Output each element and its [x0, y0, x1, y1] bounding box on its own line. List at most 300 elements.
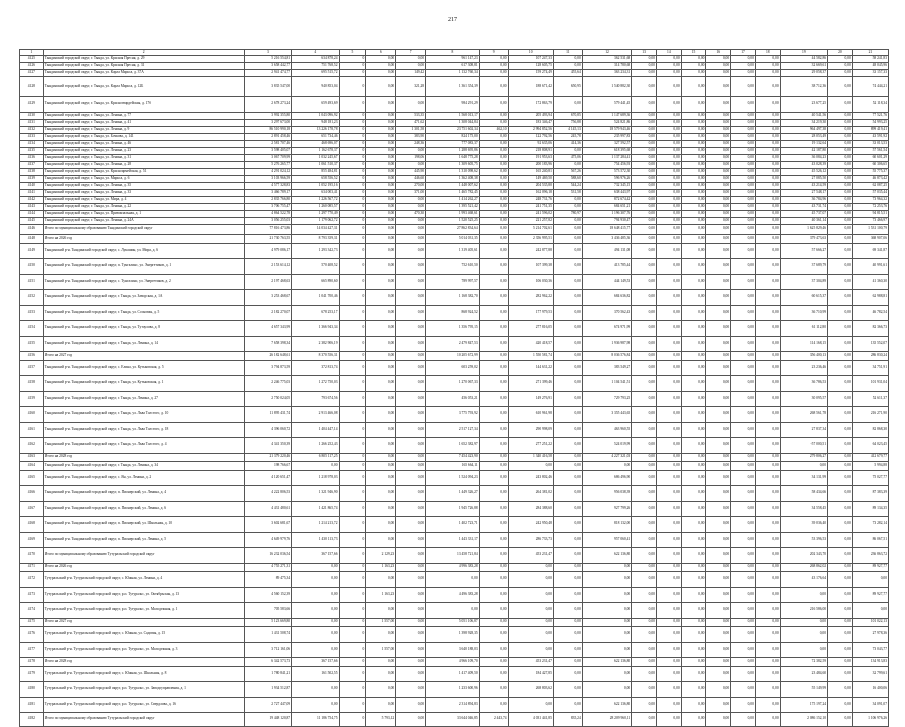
table-row: [20, 126, 889, 133]
value-cell: 0,00: [828, 713, 853, 727]
value-cell: 0,00: [755, 119, 780, 126]
value-cell: 205 493,94: [508, 112, 553, 119]
value-cell: 5 276 265,77: [244, 161, 291, 168]
value-cell: 0,00: [479, 217, 508, 224]
value-cell: 0,00: [828, 352, 853, 361]
value-cell: 1 936 987,98: [582, 336, 631, 352]
value-cell: 0: [339, 196, 366, 203]
value-cell: 0,00: [731, 501, 756, 517]
value-cell: 684 651,21: [582, 203, 631, 210]
value-cell: 670,85: [553, 112, 582, 119]
header-cell: 10: [508, 50, 553, 56]
value-cell: 0,00: [656, 203, 681, 210]
value-cell: 0,00: [706, 666, 731, 682]
value-cell: 824 175,00: [426, 133, 480, 140]
value-cell: 23 751 602,34: [426, 126, 480, 133]
value-cell: 0,00: [681, 642, 706, 658]
value-cell: 0,00: [553, 305, 582, 321]
value-cell: 0,00: [706, 235, 731, 244]
value-cell: 243 802,46: [508, 470, 553, 486]
address-cell: Тындинский городской округ, г. Тында, ул. Ленина, д. 31: [43, 154, 244, 161]
table-row: [20, 642, 889, 658]
value-cell: 470,30: [396, 210, 426, 217]
value-cell: 57 035,44: [852, 189, 888, 196]
value-cell: 961 147,23: [426, 56, 480, 63]
value-cell: 0,00: [632, 501, 657, 517]
value-cell: 0,00: [656, 147, 681, 154]
value-cell: 695 515,72: [292, 70, 339, 77]
header-cell: 6: [366, 50, 396, 56]
value-cell: 11 895 431,74: [244, 407, 291, 423]
value-cell: 0,00: [681, 210, 706, 217]
value-cell: 1 301,58: [396, 126, 426, 133]
row-number: 4162: [20, 438, 44, 454]
value-cell: 52 118,34: [852, 97, 888, 113]
value-cell: 531,58: [553, 189, 582, 196]
value-cell: 0,00: [366, 147, 396, 154]
value-cell: 0,00: [755, 376, 780, 392]
value-cell: 0,00: [656, 603, 681, 619]
value-cell: 2 086 152,10: [780, 713, 827, 727]
value-cell: 0,00: [553, 243, 582, 259]
address-cell: Итого на 2027 год: [43, 618, 244, 627]
value-cell: 0,00: [396, 336, 426, 352]
value-cell: 37 689,79: [780, 259, 827, 275]
value-cell: 0,00: [479, 321, 508, 337]
table-row: [20, 532, 889, 548]
value-cell: 0: [339, 658, 366, 667]
value-cell: 0: [339, 587, 366, 603]
value-cell: 0,00: [479, 422, 508, 438]
table-row: [20, 470, 889, 486]
value-cell: 0,00: [479, 697, 508, 713]
value-cell: 0,00: [632, 532, 657, 548]
table-row: [20, 203, 889, 210]
value-cell: 0,00: [553, 274, 582, 290]
value-cell: 0,00: [706, 168, 731, 175]
value-cell: 0,00: [366, 119, 396, 126]
value-cell: 0,00: [553, 642, 582, 658]
value-cell: 0,00: [731, 77, 756, 97]
value-cell: 0,00: [755, 352, 780, 361]
value-cell: 0,00: [755, 133, 780, 140]
value-cell: 0,00: [366, 682, 396, 698]
address-cell: Тындинский городской округ, г. Тында, ул. Красная Пресня, д. 29: [43, 56, 244, 63]
header-cell: 3: [244, 50, 291, 56]
table-row: [20, 548, 889, 564]
value-cell: 0,00: [553, 203, 582, 210]
value-cell: 0,00: [681, 63, 706, 70]
value-cell: 0,00: [681, 391, 706, 407]
value-cell: 0,00: [681, 97, 706, 113]
value-cell: 0,00: [396, 376, 426, 392]
value-cell: 0,00: [553, 196, 582, 203]
value-cell: 0,00: [479, 603, 508, 619]
table-row: [20, 682, 889, 698]
address-cell: Тындинский р-н. Тындинский городской округ, г. Тында, ул. Ленина, д. 34: [43, 462, 244, 471]
value-cell: 0,00: [828, 532, 853, 548]
value-cell: 0,00: [731, 618, 756, 627]
value-cell: 0,00: [366, 203, 396, 210]
value-cell: 0,00: [396, 572, 426, 588]
value-cell: 379 473,63: [780, 235, 827, 244]
row-number: 4172: [20, 572, 44, 588]
value-cell: 0,00: [731, 161, 756, 168]
row-number: 4139: [20, 175, 44, 182]
value-cell: 0,00: [656, 658, 681, 667]
value-cell: 0,00: [366, 154, 396, 161]
value-cell: 52 611,37: [852, 391, 888, 407]
value-cell: 0,00: [828, 63, 853, 70]
value-cell: 0,00: [553, 548, 582, 564]
value-cell: 0: [339, 407, 366, 423]
value-cell: 0,00: [828, 486, 853, 502]
value-cell: 0,00: [731, 548, 756, 564]
value-cell: 0,00: [852, 603, 888, 619]
value-cell: 0: [339, 572, 366, 588]
value-cell: 0,00: [852, 572, 888, 588]
value-cell: 0,00: [755, 112, 780, 119]
table-row: [20, 97, 889, 113]
value-cell: 2 941 474,77: [244, 70, 291, 77]
value-cell: 0,00: [731, 587, 756, 603]
value-cell: 383,90: [396, 133, 426, 140]
value-cell: 0,00: [656, 259, 681, 275]
value-cell: 0,00: [755, 126, 780, 133]
value-cell: 0,00: [755, 666, 780, 682]
address-cell: Тутуральский р-н. Тутуральский городской округ, р.п. Тутуральс, ул. Заводоуправления, д. 1: [43, 682, 244, 698]
value-cell: 0,00: [706, 182, 731, 189]
address-cell: Тындинский р-н. Тындинский городской округ, с. Лукашин, ул. Мира, д. 6: [43, 243, 244, 259]
value-cell: 0,00: [366, 486, 396, 502]
value-cell: 0,00: [656, 572, 681, 588]
value-cell: 371,00: [396, 189, 426, 196]
value-cell: 0,00: [479, 470, 508, 486]
value-cell: 0,00: [706, 697, 731, 713]
value-cell: 0,00: [706, 56, 731, 63]
value-cell: 0,00: [656, 196, 681, 203]
value-cell: 1 404 447,14: [292, 422, 339, 438]
value-cell: 0,00: [755, 140, 780, 147]
value-cell: 453 231,47: [508, 658, 553, 667]
value-cell: 1 308 044,84: [426, 119, 480, 126]
value-cell: 6 342 573,73: [244, 658, 291, 667]
value-cell: 277 816,05: [508, 321, 553, 337]
row-number: 4175: [20, 618, 44, 627]
value-cell: 0,00: [780, 627, 827, 643]
value-cell: 57 561,54: [852, 147, 888, 154]
value-cell: 1 163,23: [366, 587, 396, 603]
value-cell: 0,00: [479, 486, 508, 502]
value-cell: 0,00: [582, 682, 631, 698]
value-cell: 0,00: [366, 274, 396, 290]
value-cell: 956 038,39: [582, 486, 631, 502]
value-cell: 0,00: [755, 70, 780, 77]
value-cell: 1 430 113,73: [292, 532, 339, 548]
value-cell: 0,00: [755, 259, 780, 275]
value-cell: 0,00: [632, 203, 657, 210]
address-cell: Тындинский р-н. Тындинский городской округ, г. Тында, ул. Заводская, д. 1А: [43, 290, 244, 306]
value-cell: 94 815,51: [852, 210, 888, 217]
value-cell: 2 994 852,56: [508, 126, 553, 133]
value-cell: 0,00: [553, 97, 582, 113]
value-cell: 3 056 255,03: [244, 217, 291, 224]
header-cell: 1: [20, 50, 44, 56]
value-cell: 82 868,30: [852, 422, 888, 438]
value-cell: 940 853,04: [292, 77, 339, 97]
value-cell: 0,00: [828, 175, 853, 182]
value-cell: 0,00: [396, 161, 426, 168]
value-cell: 0,00: [396, 407, 426, 423]
value-cell: 0,00: [396, 243, 426, 259]
value-cell: 0,00: [366, 603, 396, 619]
table-row: [20, 697, 889, 713]
value-cell: 0,00: [681, 422, 706, 438]
value-cell: 0,00: [755, 217, 780, 224]
value-cell: 0,00: [366, 210, 396, 217]
value-cell: 0,00: [780, 462, 827, 471]
address-cell: Тындинский р-н. Тындинский городской округ, г. Тында, ул. Кутьковская, д. 1: [43, 376, 244, 392]
value-cell: 0,00: [706, 563, 731, 572]
row-number: 4131: [20, 119, 44, 126]
value-cell: 0,00: [479, 182, 508, 189]
value-cell: 0,00: [681, 682, 706, 698]
value-cell: 0,00: [508, 572, 553, 588]
value-cell: 0,00: [706, 210, 731, 217]
value-cell: 5 123 669,80: [244, 618, 291, 627]
value-cell: 1 137 284,41: [582, 154, 631, 161]
value-cell: 0,00: [706, 627, 731, 643]
value-cell: 0,00: [632, 154, 657, 161]
value-cell: 0,00: [706, 470, 731, 486]
value-cell: 0,00: [731, 627, 756, 643]
value-cell: 684 636,82: [582, 290, 631, 306]
value-cell: 544,24: [553, 182, 582, 189]
value-cell: 69 341,87: [852, 243, 888, 259]
row-number: 4157: [20, 360, 44, 376]
value-cell: 0,00: [656, 175, 681, 182]
value-cell: 0,00: [828, 217, 853, 224]
address-cell: Тутуральский р-н. Тутуральский городской округ, с. Южная, ул. Школьная, д. 8: [43, 666, 244, 682]
value-cell: 0,00: [656, 189, 681, 196]
value-cell: 0,00: [731, 336, 756, 352]
value-cell: 0,00: [366, 290, 396, 306]
value-cell: 0,00: [681, 563, 706, 572]
value-cell: 1 052 195,16: [292, 182, 339, 189]
value-cell: 0,00: [479, 189, 508, 196]
value-cell: 0,00: [632, 175, 657, 182]
value-cell: 0,00: [632, 407, 657, 423]
value-cell: 30 095,57: [780, 391, 827, 407]
table-row: [20, 243, 889, 259]
value-cell: 0,00: [828, 572, 853, 588]
value-cell: 0,00: [656, 274, 681, 290]
value-cell: 0,00: [706, 548, 731, 564]
value-cell: 0,00: [479, 63, 508, 70]
value-cell: 0,00: [553, 147, 582, 154]
table-row: [20, 154, 889, 161]
value-cell: 43 028,39: [780, 161, 827, 168]
value-cell: 87 383,39: [852, 486, 888, 502]
value-cell: 4 649 979,76: [244, 532, 291, 548]
value-cell: 0,00: [828, 376, 853, 392]
value-cell: 868 924,52: [426, 305, 480, 321]
value-cell: 3 297 673,00: [244, 119, 291, 126]
value-cell: 2 727 447,09: [244, 697, 291, 713]
value-cell: 0: [339, 603, 366, 619]
value-cell: 0,00: [731, 486, 756, 502]
value-cell: 0,00: [780, 642, 827, 658]
value-cell: 0,00: [479, 133, 508, 140]
value-cell: 235 997,83: [582, 133, 631, 140]
value-cell: 0,00: [632, 70, 657, 77]
value-cell: 3 103 966,59: [244, 175, 291, 182]
value-cell: 0,00: [508, 697, 553, 713]
value-cell: 0,00: [681, 112, 706, 119]
value-cell: 0,00: [366, 175, 396, 182]
value-cell: 0,00: [366, 572, 396, 588]
value-cell: 42 187,80: [780, 147, 827, 154]
value-cell: 28 209 960,11: [582, 713, 631, 727]
address-cell: Тутуральский р-н. Тутуральский городской округ, р.п. Тутуральс, ул. Свердлова, д. 16: [43, 697, 244, 713]
value-cell: 86 510 990,18: [244, 126, 291, 133]
address-cell: Тындинский городской округ, г. Тында, ул. Ленина, д. 23: [43, 147, 244, 154]
value-cell: 0,00: [366, 360, 396, 376]
value-cell: 0,00: [366, 501, 396, 517]
value-cell: 4 120 651,47: [244, 470, 291, 486]
value-cell: 45 526,12: [780, 168, 827, 175]
table-row: [20, 360, 889, 376]
value-cell: 191 953,63: [508, 154, 553, 161]
page-number: 217: [448, 17, 457, 23]
value-cell: 0,00: [553, 63, 582, 70]
value-cell: 665 890,60: [292, 274, 339, 290]
value-cell: 0,00: [755, 305, 780, 321]
value-cell: 0,00: [828, 154, 853, 161]
value-cell: 1 106 976,26: [852, 713, 888, 727]
value-cell: 674 971,99: [582, 321, 631, 337]
value-cell: 0,00: [656, 305, 681, 321]
value-cell: 0,00: [366, 217, 396, 224]
value-cell: 0,00: [681, 666, 706, 682]
value-cell: 74 444,21: [852, 77, 888, 97]
value-cell: 245,78: [553, 133, 582, 140]
value-cell: 0,00: [366, 56, 396, 63]
value-cell: 0,00: [706, 243, 731, 259]
value-cell: 0,00: [479, 642, 508, 658]
value-cell: 0,00: [731, 259, 756, 275]
value-cell: 0,00: [706, 217, 731, 224]
value-cell: 4 577 328,83: [244, 182, 291, 189]
value-cell: 1 356 795,15: [426, 321, 480, 337]
value-cell: 27 548,17: [780, 189, 827, 196]
value-cell: 0: [339, 486, 366, 502]
value-cell: 596 976,26: [582, 175, 631, 182]
address-cell: Тындинский городской округ, г. Тында, ул. Красноармейская, д. 51: [43, 168, 244, 175]
row-number: 4150: [20, 259, 44, 275]
table-row: [20, 462, 889, 471]
value-cell: 0,00: [479, 203, 508, 210]
value-cell: 0,00: [582, 618, 631, 627]
value-cell: 286 733,73: [508, 532, 553, 548]
value-cell: 1 032 245,67: [292, 154, 339, 161]
value-cell: 0,00: [553, 391, 582, 407]
value-cell: 1 421 865,74: [292, 501, 339, 517]
value-cell: 54 993,25: [852, 119, 888, 126]
value-cell: 0,00: [706, 274, 731, 290]
value-cell: 0,00: [632, 168, 657, 175]
value-cell: 1 520 525,25: [426, 217, 480, 224]
value-cell: 0,00: [366, 438, 396, 454]
address-cell: Тындинский р-н. Тындинский городской округ, г. Тында, ул. Льва Толстого, д. 10: [43, 407, 244, 423]
value-cell: 0,00: [780, 618, 827, 627]
value-cell: 0,00: [731, 189, 756, 196]
value-cell: 0,00: [828, 517, 853, 533]
value-cell: 0,00: [828, 161, 853, 168]
value-cell: 242 877,88: [508, 243, 553, 259]
value-cell: 533,35: [396, 112, 426, 119]
value-cell: 0,00: [292, 697, 339, 713]
value-cell: 0,00: [479, 161, 508, 168]
value-cell: 0,00: [553, 587, 582, 603]
value-cell: 0,00: [553, 438, 582, 454]
value-cell: 0,00: [828, 563, 853, 572]
address-cell: Тындинский городской округ, г. Тында, ул. Ленина, д. 46: [43, 140, 244, 147]
row-number: 4173: [20, 587, 44, 603]
value-cell: 1 557,00: [366, 618, 396, 627]
value-cell: 0: [339, 235, 366, 244]
value-cell: 0: [339, 532, 366, 548]
table-row: [20, 189, 889, 196]
value-cell: 0,00: [706, 147, 731, 154]
value-cell: 1 652 382,97: [426, 438, 480, 454]
value-cell: 0,00: [508, 603, 553, 619]
value-cell: 618 395,68: [582, 147, 631, 154]
value-cell: 0,00: [755, 196, 780, 203]
value-cell: 0,00: [632, 666, 657, 682]
value-cell: 0,00: [396, 486, 426, 502]
value-cell: 0,00: [706, 70, 731, 77]
value-cell: 0,00: [755, 438, 780, 454]
value-cell: 0,00: [681, 203, 706, 210]
value-cell: 0,00: [656, 161, 681, 168]
value-cell: 0,00: [508, 627, 553, 643]
value-cell: 13 226 178,78: [292, 126, 339, 133]
value-cell: 603 259,02: [426, 360, 480, 376]
value-cell: 0,00: [828, 360, 853, 376]
value-cell: 0,00: [731, 438, 756, 454]
table-row: [20, 235, 889, 244]
value-cell: 0,00: [553, 453, 582, 462]
value-cell: 0,00: [366, 517, 396, 533]
value-cell: 0,00: [553, 376, 582, 392]
value-cell: 0,00: [706, 290, 731, 306]
value-cell: 444 149,53: [582, 274, 631, 290]
table-row: [20, 77, 889, 97]
value-cell: 4 560 152,39: [244, 587, 291, 603]
value-cell: 0: [339, 274, 366, 290]
table-row: [20, 274, 889, 290]
value-cell: 0,00: [755, 697, 780, 713]
value-cell: 290 998,09: [508, 422, 553, 438]
value-cell: 27 862 834,64: [426, 224, 480, 235]
value-cell: 73 964,32: [852, 196, 888, 203]
table-row: [20, 210, 889, 217]
value-cell: 0,00: [828, 56, 853, 63]
value-cell: 149 276,91: [508, 391, 553, 407]
value-cell: 0,00: [656, 587, 681, 603]
value-cell: 73 282,14: [852, 517, 888, 533]
